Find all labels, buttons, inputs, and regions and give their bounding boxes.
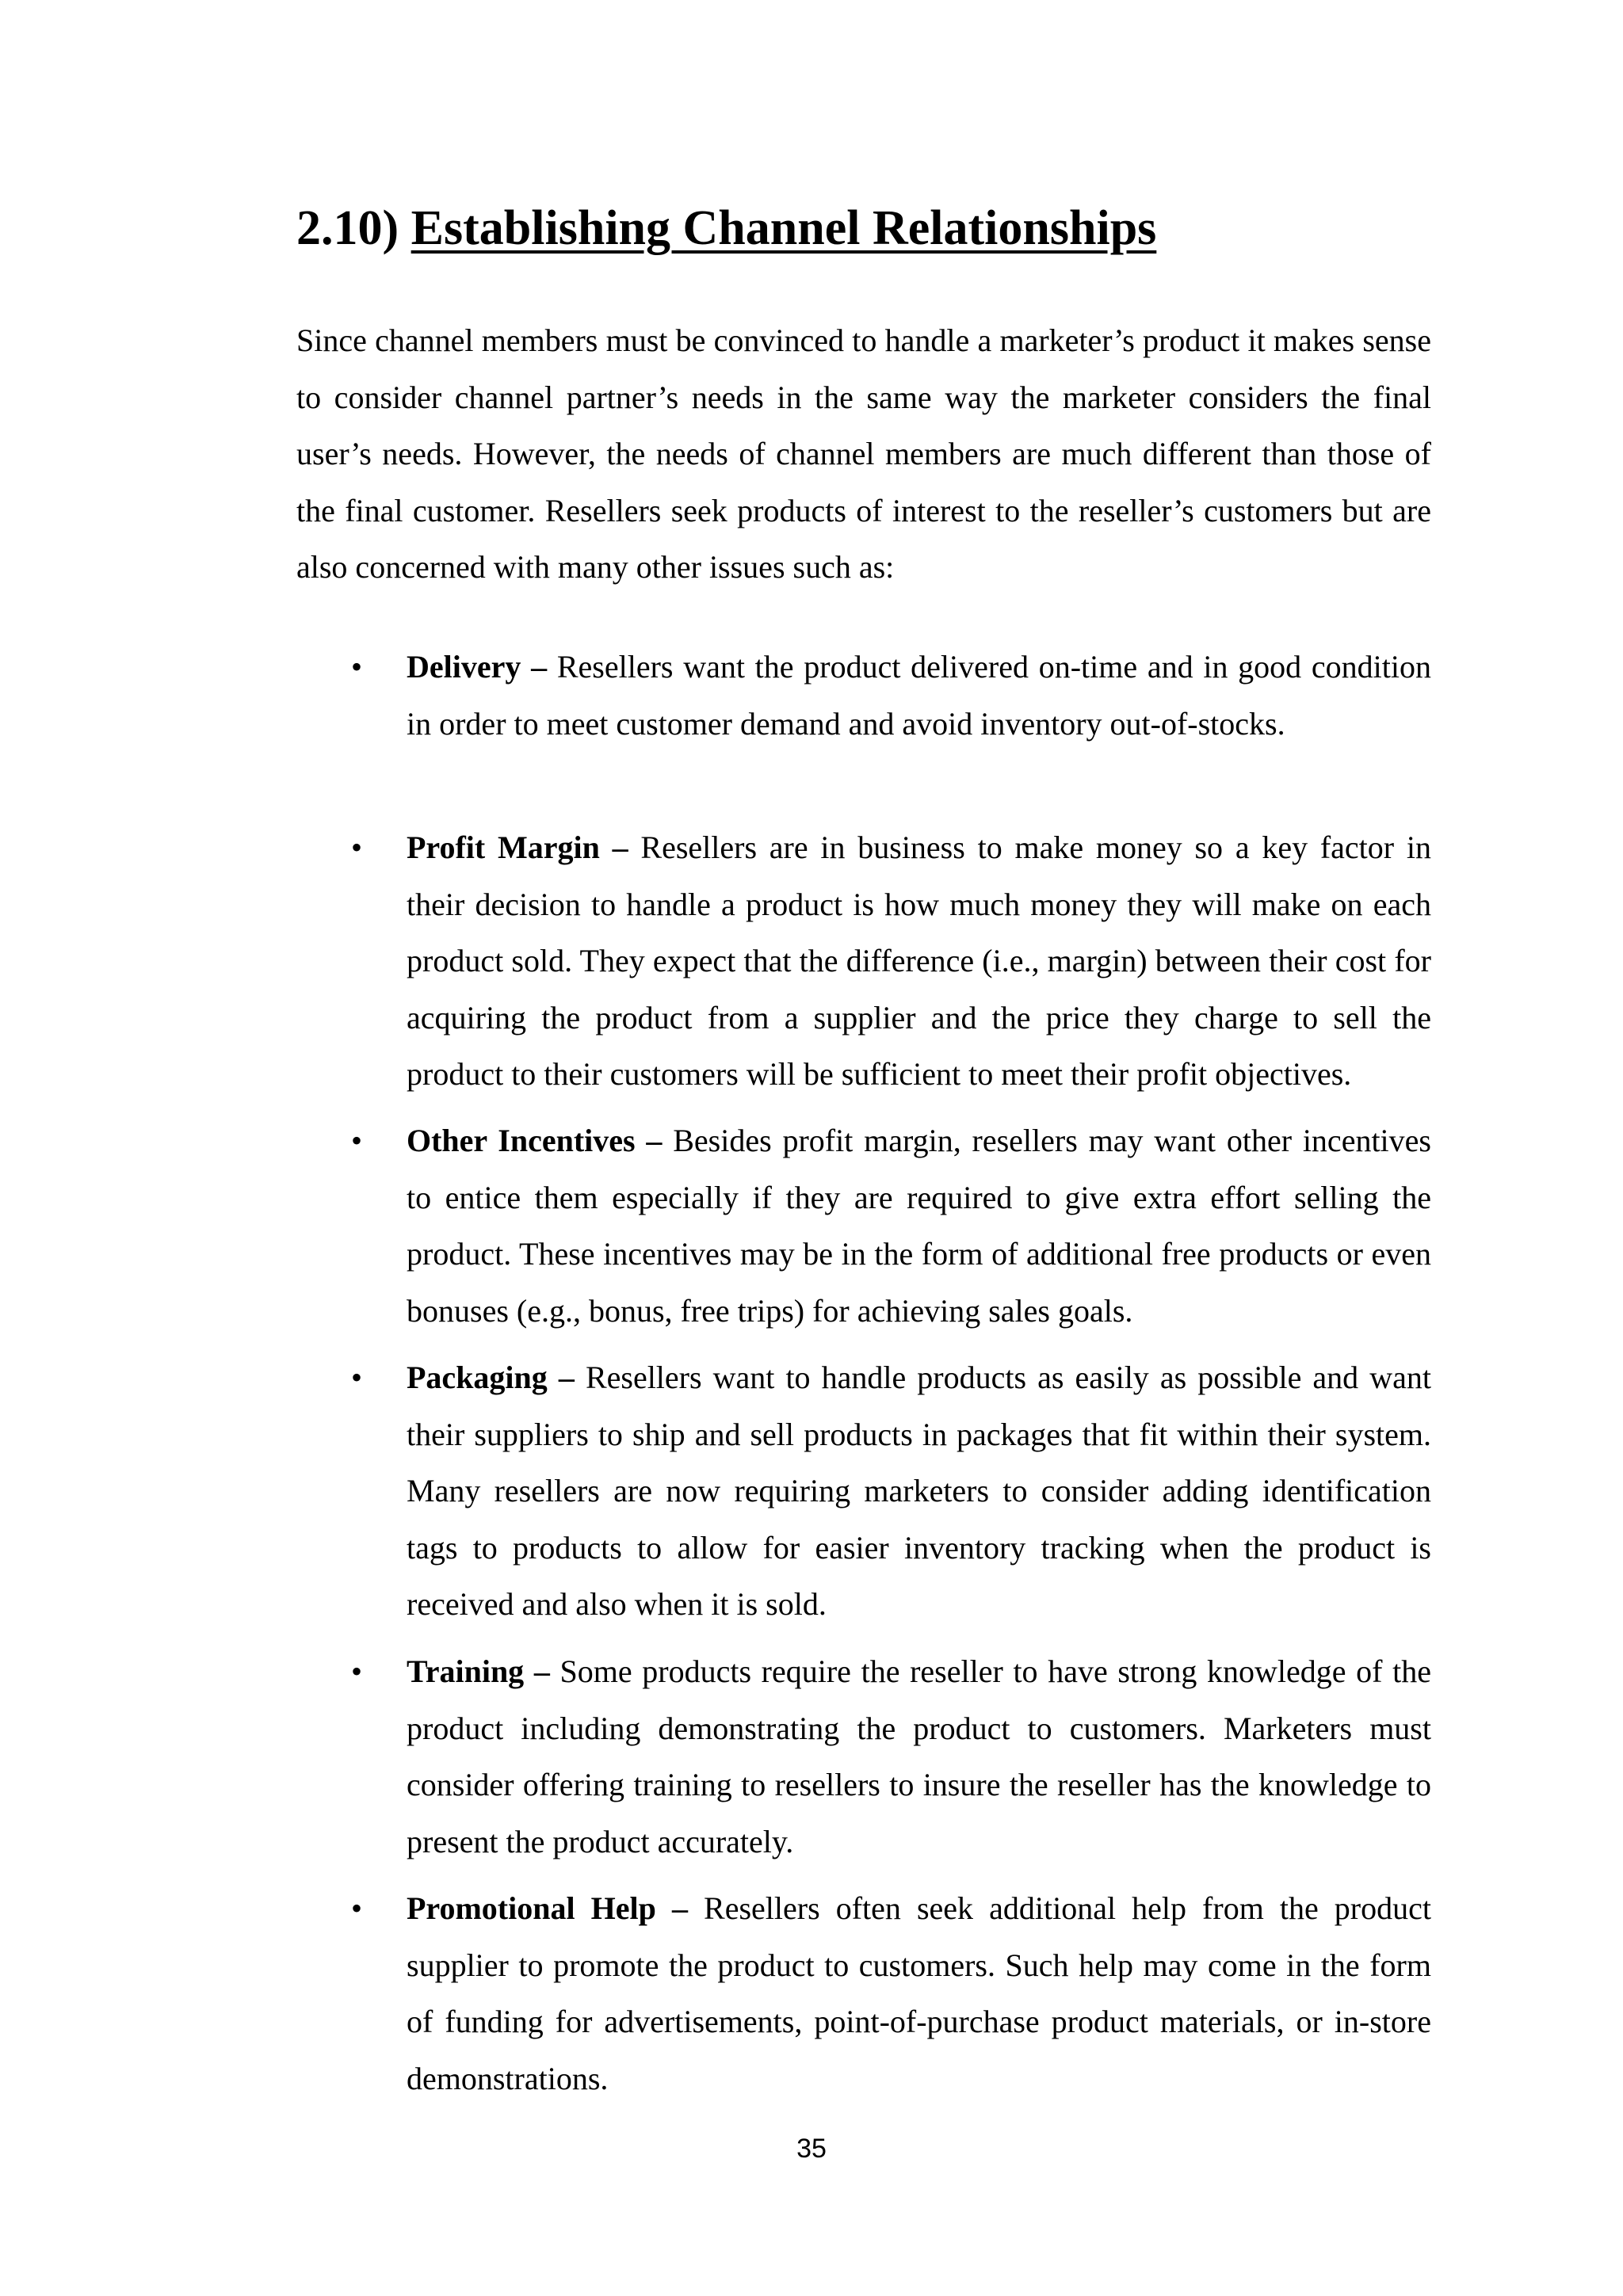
intro-paragraph: Since channel members must be convinced to handle a marketer’s product it makes sense to consider channel partner’s needs in the same way the marketer considers the final user’s needs. However, the needs of channel members are much different than those of the final customer. Resellers seek products of interest to the reseller’s customers but are also concerned with many other issues such as: bbox=[296, 322, 1431, 585]
term-separator: – bbox=[599, 830, 641, 865]
list-item-text: Some products require the reseller to have strong knowledge of the product including demonstrating the product to customers. Marketers must consider offering training to resellers to insure the reseller has the knowledge to present the product accurately. bbox=[407, 1653, 1432, 1859]
bullet-icon: • bbox=[351, 830, 363, 865]
list-item-body bbox=[407, 1112, 1431, 1339]
list-item-term: Profit Margin bbox=[407, 830, 600, 865]
list-item-text: Resellers are in business to make money so a key factor in their decision to handle a product is how much money they will make on each product sold. They expect that the difference (i.e., margin) between their cost for acquiring the product from a supplier and the price they charge to sell the product to their customers will be sufficient to meet their profit objectives. bbox=[407, 830, 1431, 1092]
bullet-icon: • bbox=[351, 1890, 363, 1926]
term-separator: – bbox=[635, 1123, 674, 1158]
list-item-term: Training bbox=[407, 1653, 525, 1689]
bullet-icon: • bbox=[351, 1123, 363, 1158]
section-title: Establishing Channel Relationships bbox=[411, 201, 1157, 255]
term-separator: – bbox=[655, 1890, 705, 1926]
term-separator: – bbox=[547, 1360, 586, 1395]
bullet-icon: • bbox=[351, 1653, 363, 1689]
bullet-icon: • bbox=[351, 1360, 363, 1395]
section-number: 2.10) bbox=[296, 201, 399, 255]
list-item-text: Resellers often seek additional help from the product supplier to promote the product to customers. Such help may come in the form of funding for advertisements, point-of-purchase product materials, or in-store demonstrations. bbox=[407, 1890, 1431, 2096]
term-separator: – bbox=[524, 1653, 560, 1689]
list-item-body bbox=[407, 819, 1431, 1103]
list-item-body bbox=[407, 1349, 1431, 1633]
bullet-icon: • bbox=[351, 649, 363, 685]
list-item-text: Resellers want the product delivered on-time and in good condition in order to meet customer demand and avoid inventory out-of-stocks. bbox=[407, 649, 1432, 742]
list-item-body bbox=[407, 1880, 1431, 2107]
list-item-term: Delivery bbox=[407, 649, 521, 685]
list-item-body bbox=[407, 639, 1431, 752]
list-item-term: Other Incentives bbox=[407, 1123, 636, 1158]
page-number: 35 bbox=[796, 2134, 827, 2164]
list-item-text: Besides profit margin, resellers may want other incentives to entice them especially if they are required to give extra effort selling the product. These incentives may be in the form of additional free products or even bonuses (e.g., bonus, free trips) for achieving sales goals. bbox=[407, 1123, 1431, 1329]
section-heading bbox=[296, 196, 1156, 260]
list-item-term: Promotional Help bbox=[407, 1890, 656, 1926]
list-item-term: Packaging bbox=[407, 1360, 548, 1395]
list-item-text: Resellers want to handle products as easily as possible and want their suppliers to ship and sell products in packages that fit within their system. Many resellers are now requiring marketers to consider adding identification tags to products to allow for easier inventory tracking when the product is received and also when it is sold. bbox=[407, 1360, 1432, 1622]
term-separator: – bbox=[521, 649, 557, 685]
list-item-body bbox=[407, 1643, 1431, 1870]
